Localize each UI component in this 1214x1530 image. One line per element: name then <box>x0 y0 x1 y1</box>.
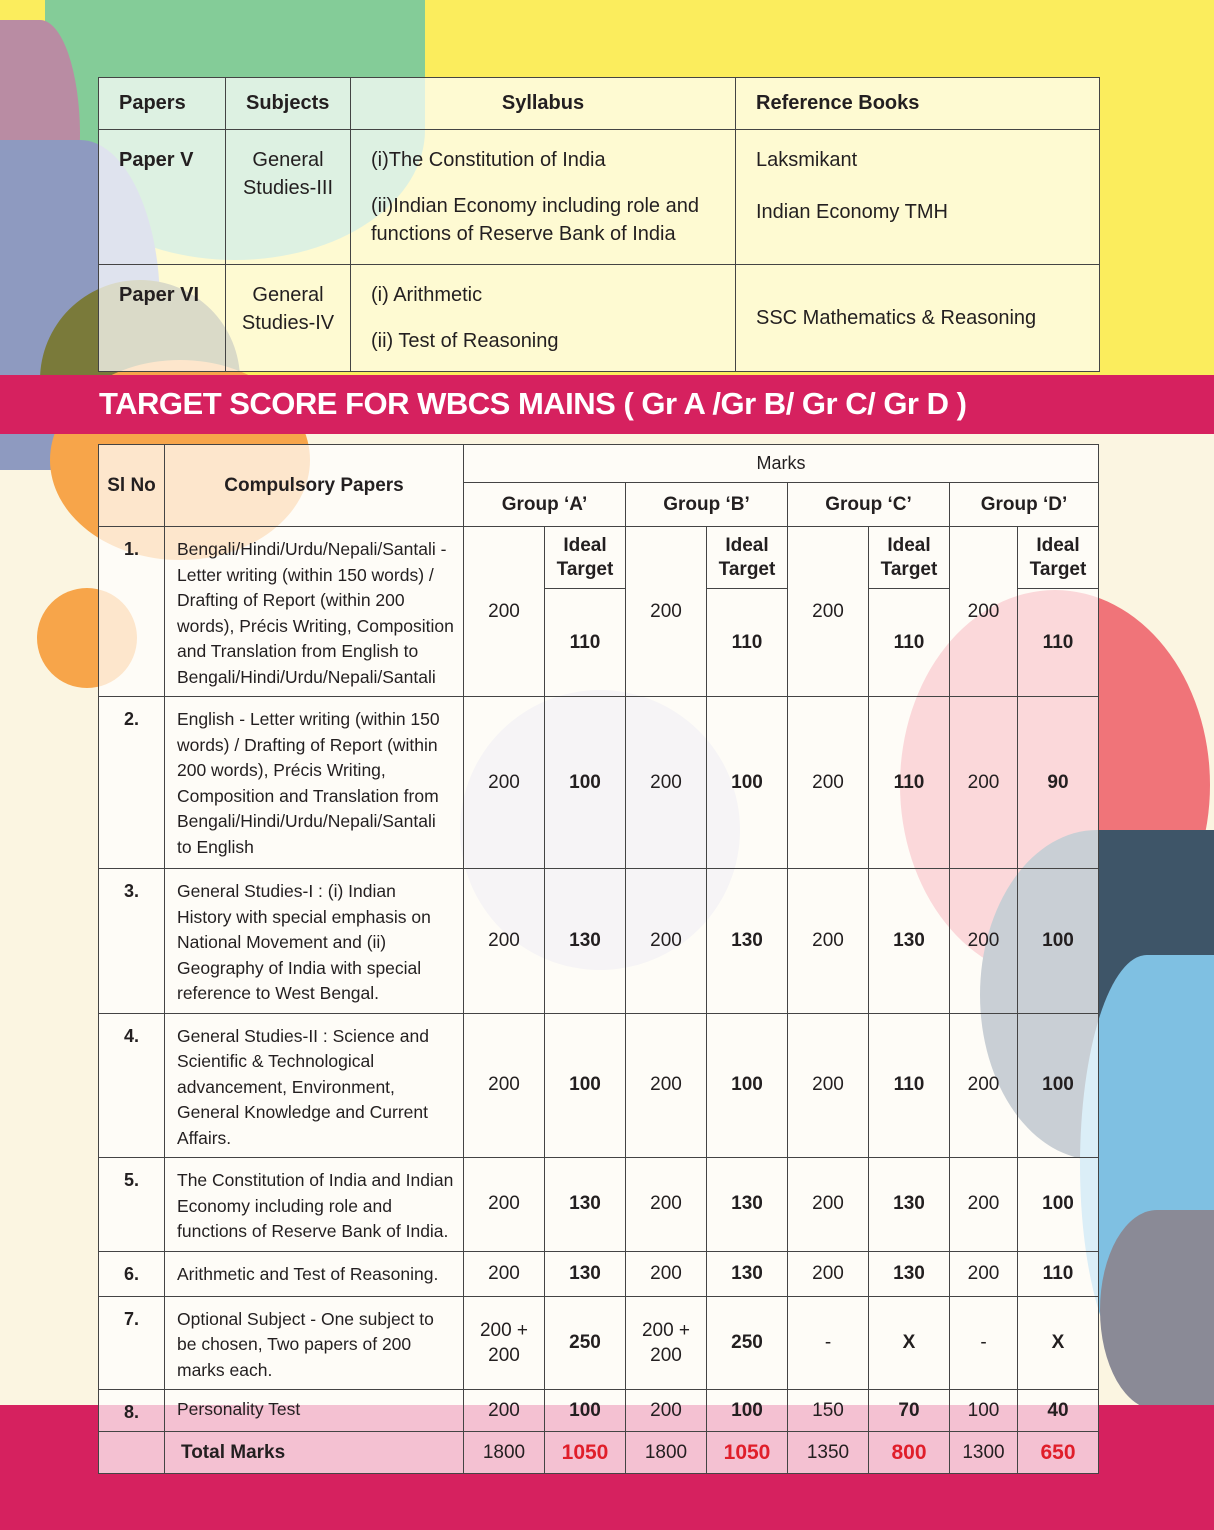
marks-cell: - <box>950 1296 1018 1390</box>
target-label: Target <box>880 558 938 580</box>
marks-cell: 200 <box>464 1158 545 1252</box>
target-cell: 250 <box>707 1296 788 1390</box>
header-papers: Papers <box>99 78 226 130</box>
total-target-cell: 1050 <box>707 1432 788 1474</box>
target-cell: 100 <box>707 697 788 869</box>
marks-cell: 200 <box>464 1251 545 1296</box>
paper-cell: General Studies-II : Science and Scientific & Technological advancement, Environment, General Knowledge and Current Affairs. <box>165 1013 464 1158</box>
target-cell: 130 <box>869 869 950 1014</box>
target-cell: 90 <box>1018 697 1099 869</box>
target-cell: 110 <box>545 589 626 697</box>
marks-cell: - <box>788 1296 869 1390</box>
total-marks-cell: 1300 <box>950 1432 1018 1474</box>
marks-cell: 200 <box>626 697 707 869</box>
header-subjects: Subjects <box>226 78 351 130</box>
paper-cell: Personality Test <box>165 1390 464 1432</box>
target-cell: 130 <box>707 1251 788 1296</box>
target-cell: 250 <box>545 1296 626 1390</box>
target-cell: 130 <box>545 1158 626 1252</box>
table-header-row <box>99 78 1100 130</box>
marks-cell: 200 <box>788 1013 869 1158</box>
target-cell: 100 <box>545 1013 626 1158</box>
header-group-b: Group ‘B’ <box>626 483 788 527</box>
sl-cell: 8. <box>99 1390 165 1432</box>
ideal-target-header <box>707 527 788 589</box>
target-cell: 110 <box>1018 1251 1099 1296</box>
target-cell: X <box>1018 1296 1099 1390</box>
paper-cell: Bengali/Hindi/Urdu/Nepali/Santali - Letter writing (within 150 words) / Drafting of Report (within 200 words), Précis Writing, Composition and Translation from English to Bengali/Hindi/Urdu/Nepali/Santali <box>165 527 464 697</box>
syllabus-cell <box>351 265 736 372</box>
table-row <box>99 1296 1099 1390</box>
header-group-a: Group ‘A’ <box>464 483 626 527</box>
table-row <box>99 869 1099 1014</box>
marks-cell: 200 <box>788 869 869 1014</box>
target-cell: 100 <box>1018 1158 1099 1252</box>
marks-cell: 200 + 200 <box>626 1296 707 1390</box>
syllabus-table <box>98 77 1100 372</box>
marks-cell: 150 <box>788 1390 869 1432</box>
header-group-d: Group ‘D’ <box>950 483 1099 527</box>
table-row <box>99 1251 1099 1296</box>
sl-cell: 6. <box>99 1251 165 1296</box>
table-row <box>99 1390 1099 1432</box>
syllabus-item: (ii)Indian Economy including role and functions of Reserve Bank of India <box>371 195 699 245</box>
paper-cell: Arithmetic and Test of Reasoning. <box>165 1251 464 1296</box>
target-label: Target <box>556 558 614 580</box>
marks-cell: 200 <box>788 697 869 869</box>
subject-line: Studies-III <box>242 177 334 199</box>
table-row <box>99 697 1099 869</box>
marks-cell: 200 + 200 <box>464 1296 545 1390</box>
total-target-cell: 800 <box>869 1432 950 1474</box>
ideal-label: Ideal <box>1036 534 1080 556</box>
target-cell: 100 <box>707 1390 788 1432</box>
target-cell: 130 <box>869 1251 950 1296</box>
total-target-cell: 650 <box>1018 1432 1099 1474</box>
total-label: Total Marks <box>165 1432 464 1474</box>
target-cell: 100 <box>1018 869 1099 1014</box>
target-cell: 100 <box>707 1013 788 1158</box>
target-cell: 130 <box>707 1158 788 1252</box>
target-cell: 130 <box>545 1251 626 1296</box>
ideal-label: Ideal <box>563 534 607 556</box>
marks-cell: 200 <box>626 527 707 697</box>
marks-cell: 200 <box>626 869 707 1014</box>
syllabus-item: (ii) Test of Reasoning <box>371 330 559 352</box>
total-marks-cell: 1350 <box>788 1432 869 1474</box>
target-cell: 110 <box>1018 589 1099 697</box>
target-score-table <box>98 444 1099 1474</box>
target-cell: 110 <box>869 589 950 697</box>
paper-cell: English - Letter writing (within 150 words) / Drafting of Report (within 200 words), Précis Writing, Composition and Translation from Bengali/Hindi/Urdu/Nepali/Santali to English <box>165 697 464 869</box>
total-target-cell: 1050 <box>545 1432 626 1474</box>
subject-cell <box>226 130 351 265</box>
marks-cell: 200 <box>788 1251 869 1296</box>
ideal-target-header <box>869 527 950 589</box>
target-cell: 130 <box>707 869 788 1014</box>
target-label: Target <box>1029 558 1087 580</box>
table-row <box>99 1158 1099 1252</box>
marks-cell: 200 <box>950 869 1018 1014</box>
target-cell: 130 <box>869 1158 950 1252</box>
paper-cell: Paper VI <box>99 265 226 372</box>
total-row <box>99 1432 1099 1474</box>
table-row <box>99 265 1100 372</box>
table-row <box>99 527 1099 589</box>
table-row <box>99 1013 1099 1158</box>
subject-line: Studies-IV <box>241 312 335 334</box>
header-group-c: Group ‘C’ <box>788 483 950 527</box>
sl-cell: 5. <box>99 1158 165 1252</box>
books-cell <box>736 265 1100 372</box>
book-item: SSC Mathematics & Reasoning <box>756 307 1037 329</box>
decor-circle <box>1100 1210 1214 1410</box>
total-marks-cell: 1800 <box>626 1432 707 1474</box>
target-cell: 100 <box>545 1390 626 1432</box>
subject-line: General <box>252 284 324 306</box>
marks-cell: 200 <box>464 1013 545 1158</box>
marks-cell: 200 <box>626 1013 707 1158</box>
marks-cell: 200 <box>788 527 869 697</box>
ideal-target-header <box>1018 527 1099 589</box>
target-cell: 110 <box>707 589 788 697</box>
ideal-target-header <box>545 527 626 589</box>
target-cell: 70 <box>869 1390 950 1432</box>
marks-cell: 200 <box>950 1251 1018 1296</box>
sl-cell: 1. <box>99 527 165 697</box>
marks-cell: 200 <box>464 1390 545 1432</box>
header-compulsory-papers: Compulsory Papers <box>165 445 464 527</box>
marks-cell: 200 <box>950 697 1018 869</box>
sl-cell <box>99 1432 165 1474</box>
marks-cell: 100 <box>950 1390 1018 1432</box>
syllabus-item: (i) Arithmetic <box>371 284 483 306</box>
marks-cell: 200 <box>950 527 1018 697</box>
book-item: Indian Economy TMH <box>756 201 948 223</box>
target-cell: X <box>869 1296 950 1390</box>
table-row <box>99 130 1100 265</box>
books-cell <box>736 130 1100 265</box>
target-cell: 40 <box>1018 1390 1099 1432</box>
marks-cell: 200 <box>950 1158 1018 1252</box>
header-syllabus: Syllabus <box>351 78 736 130</box>
ideal-label: Ideal <box>887 534 931 556</box>
target-cell: 110 <box>869 697 950 869</box>
marks-cell: 200 <box>788 1158 869 1252</box>
marks-cell: 200 <box>626 1158 707 1252</box>
sl-cell: 7. <box>99 1296 165 1390</box>
total-marks-cell: 1800 <box>464 1432 545 1474</box>
paper-cell: Optional Subject - One subject to be chosen, Two papers of 200 marks each. <box>165 1296 464 1390</box>
paper-cell: Paper V <box>99 130 226 265</box>
header-reference-books: Reference Books <box>736 78 1100 130</box>
header-marks: Marks <box>464 445 1099 483</box>
subject-cell <box>226 265 351 372</box>
sl-cell: 3. <box>99 869 165 1014</box>
marks-cell: 200 <box>464 697 545 869</box>
book-item: Laksmikant <box>756 149 858 171</box>
marks-cell: 200 <box>464 527 545 697</box>
target-cell: 100 <box>545 697 626 869</box>
marks-cell: 200 <box>950 1013 1018 1158</box>
ideal-label: Ideal <box>725 534 769 556</box>
section-title: TARGET SCORE FOR WBCS MAINS ( Gr A /Gr B/ Gr C/ Gr D ) <box>99 386 967 421</box>
syllabus-cell <box>351 130 736 265</box>
paper-cell: The Constitution of India and Indian Economy including role and functions of Reserve Bank of India. <box>165 1158 464 1252</box>
sl-cell: 2. <box>99 697 165 869</box>
header-sl-no: Sl No <box>99 445 165 527</box>
marks-cell: 200 <box>626 1390 707 1432</box>
table-header-row <box>99 445 1099 483</box>
target-cell: 110 <box>869 1013 950 1158</box>
target-cell: 100 <box>1018 1013 1099 1158</box>
sl-cell: 4. <box>99 1013 165 1158</box>
target-cell: 130 <box>545 869 626 1014</box>
paper-cell: General Studies-I : (i) Indian History with special emphasis on National Movement and (ii) Geography of India with special reference to West Bengal. <box>165 869 464 1014</box>
syllabus-item: (i)The Constitution of India <box>371 149 606 171</box>
target-label: Target <box>718 558 776 580</box>
marks-cell: 200 <box>464 869 545 1014</box>
marks-cell: 200 <box>626 1251 707 1296</box>
subject-line: General <box>252 149 324 171</box>
